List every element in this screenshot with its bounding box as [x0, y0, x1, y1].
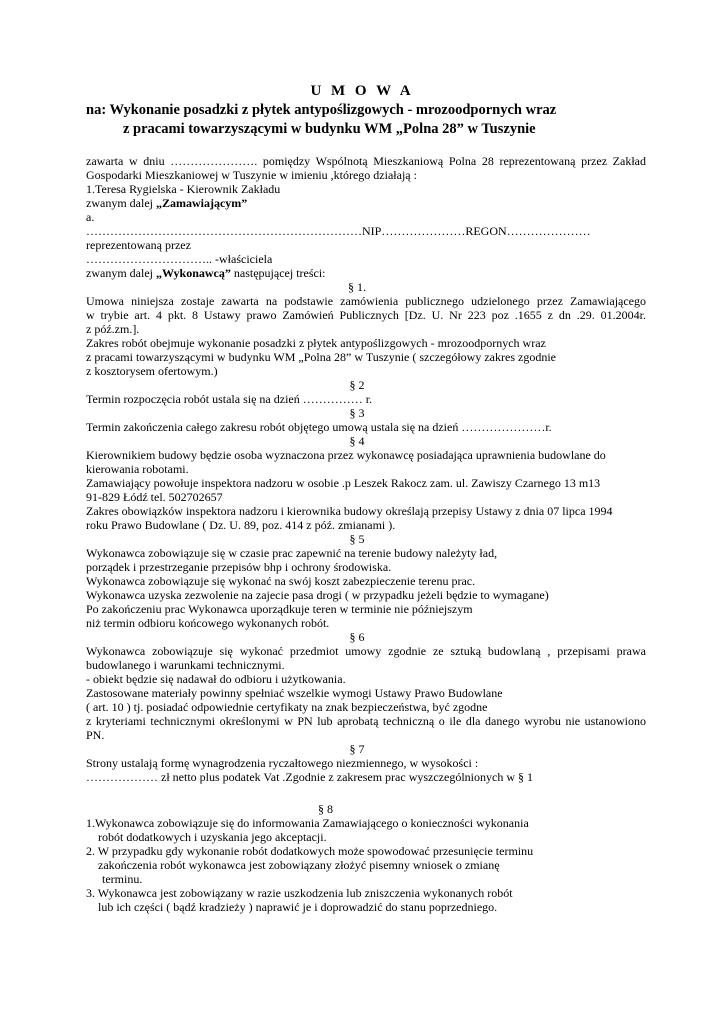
intro-line-9 — [86, 266, 326, 280]
intro-line-9-prefix: zwanym dalej — [86, 266, 156, 280]
s6-line-1: Wykonawca zobowiązuje się wykonać przedmiot umowy zgodnie ze sztuką budowlaną , przepisami prawa — [86, 644, 646, 658]
s7-line-2: ……………… zł netto plus podatek Vat .Zgodnie z zakresem prac wyszczególnionych w § 1 — [86, 770, 533, 784]
s1-line-1: Umowa niniejsza zostaje zawarta na podstawie zamówienia publicznego udzielonego przez Zamawiającego — [86, 294, 646, 308]
section-3-heading: § 3 — [349, 406, 365, 420]
zamawiajacy-term: „Zamawiającym” — [155, 196, 248, 210]
s5-line-5: Po zakończeniu prac Wykonawca uporządkuje teren w terminie nie późniejszym — [86, 602, 473, 616]
section-1-heading: § 1. — [348, 280, 366, 294]
s5-line-3: Wykonawca zobowiązuje się wykonać na swój koszt zabezpieczenie terenu prac. — [86, 574, 476, 588]
s4-line-4: 91-829 Łódź tel. 502702657 — [86, 490, 223, 504]
s1-line-5: z pracami towarzyszącymi w budynku WM „Polna 28” w Tuszynie ( szczegółowy zakres zgodnie — [86, 350, 556, 364]
s4-line-5: Zakres obowiązków inspektora nadzoru i kierownika budowy określają przepisy Ustawy z dnia 07 lipca 1994 — [86, 504, 613, 518]
section-5-heading: § 5 — [349, 532, 365, 546]
s4-line-3: Zamawiający powołuje inspektora nadzoru w osobie .p Leszek Rakocz zam. ul. Zawiszy Czarnego 13 m13 — [86, 476, 601, 490]
s8-point-2-line-1: 2. W przypadku gdy wykonanie robót dodatkowych może spowodować przesunięcie terminu — [86, 844, 534, 858]
s1-line-2: w trybie art. 4 pkt. 8 Ustawy prawo Zamówień Publicznych [Dz. U. Nr 223 poz .1655 z dn .29. 01.2004r. — [86, 308, 646, 322]
s8-point-2-line-3: terminu. — [102, 872, 143, 886]
section-2-heading: § 2 — [349, 378, 365, 392]
s1-line-6: z kosztorysem ofertowym.) — [86, 364, 218, 378]
s6-line-5: ( art. 10 ) tj. posiadać odpowiednie certyfikaty na znak bezpieczeństwa, być zgodne — [86, 700, 488, 714]
intro-line-1: zawarta w dniu …………………. pomiędzy Wspólnotą Mieszkaniową Polna 28 reprezentowaną przez Zakład — [86, 154, 646, 168]
s1-line-3: z póź.zm.]. — [86, 322, 140, 336]
document-title: U M O W A — [310, 83, 414, 99]
intro-line-4-prefix: zwanym dalej — [86, 196, 156, 210]
s4-line-6: roku Prawo Budowlane ( Dz. U. 89, poz. 414 z póź. zmianami ). — [86, 518, 396, 532]
s6-line-4: Zastosowane materiały powinny spełniać wszelkie wymogi Ustawy Prawo Budowlane — [86, 686, 503, 700]
intro-line-6: ……………………………………………………………NIP…………………REGON………………… — [86, 224, 591, 238]
subtitle-line-2: z pracami towarzyszącymi w budynku WM „Polna 28” w Tuszynie — [123, 121, 536, 137]
s8-point-1-line-2: robót dodatkowych i uzyskania jego akceptacji. — [98, 830, 327, 844]
subtitle-line-1: na: Wykonanie posadzki z płytek antypoślizgowych - mrozoodpornych wraz — [86, 102, 557, 118]
section-4-heading: § 4 — [349, 434, 365, 448]
wykonawca-term: „Wykonawcą” — [155, 266, 231, 280]
s8-point-3-line-1: 3. Wykonawca jest zobowiązany w razie uszkodzenia lub zniszczenia wykonanych robót — [86, 886, 513, 900]
s5-line-2: porządek i przestrzeganie przepisów bhp i ochrony środowiska. — [86, 560, 392, 574]
s6-line-2: budowlanego i warunkami technicznymi. — [86, 658, 285, 672]
intro-line-9-suffix: następującej treści: — [230, 266, 326, 280]
intro-line-4 — [86, 196, 247, 210]
s4-line-2: kierowania robotami. — [86, 462, 189, 476]
section-8-heading: § 8 — [318, 802, 333, 816]
s6-line-3: - obiekt będzie się nadawał do odbioru i użytkowania. — [86, 672, 346, 686]
s5-line-6: niż termin odbioru końcowego wykonanych robót. — [86, 616, 330, 630]
s5-line-1: Wykonawca zobowiązuje się w czasie prac zapewnić na terenie budowy należyty ład, — [86, 546, 498, 560]
section-6-heading: § 6 — [349, 630, 365, 644]
intro-line-8: ………………………….. -właściciela — [86, 252, 273, 266]
s6-line-7: PN. — [86, 728, 105, 742]
intro-line-3: 1.Teresa Rygielska - Kierownik Zakładu — [86, 182, 281, 196]
s2-line-1: Termin rozpoczęcia robót ustala się na dzień …………… r. — [86, 392, 373, 406]
intro-line-7: reprezentowaną przez — [86, 238, 191, 252]
s8-point-1-line-1: 1.Wykonawca zobowiązuje się do informowania Zamawiającego o konieczności wykonania — [86, 816, 529, 830]
s3-line-1: Termin zakończenia całego zakresu robót objętego umową ustala się na dzień …………………r. — [86, 420, 552, 434]
s5-line-4: Wykonawca uzyska zezwolenie na zajecie pasa drogi ( w przypadku jeżeli będzie to wymagane) — [86, 588, 549, 602]
s8-point-3-line-2: lub ich części ( bądź kradzieży ) naprawić je i doprowadzić do stanu poprzedniego. — [98, 900, 498, 914]
intro-line-5: a. — [86, 210, 95, 224]
section-7-heading: § 7 — [349, 742, 365, 756]
s7-line-1: Strony ustalają formę wynagrodzenia ryczałtowego niezmiennego, w wysokości : — [86, 756, 479, 770]
s6-line-6: z kryteriami technicznymi określonymi w PN lub aprobatą techniczną o ile dla danego wyrobu nie ustanowiono — [86, 714, 646, 728]
s8-point-2-line-2: zakończenia robót wykonawca jest zobowiązany złożyć pisemny wniosek o zmianę — [98, 858, 500, 872]
intro-line-2: Gospodarki Mieszkaniowej w Tuszynie w imieniu ,którego działają : — [86, 168, 417, 182]
s1-line-4: Zakres robót obejmuje wykonanie posadzki z płytek antypoślizgowych - mrozoodpornych wraz — [86, 336, 546, 350]
s4-line-1: Kierownikiem budowy będzie osoba wyznaczona przez wykonawcę posiadająca uprawnienia budowlane do — [86, 448, 606, 462]
